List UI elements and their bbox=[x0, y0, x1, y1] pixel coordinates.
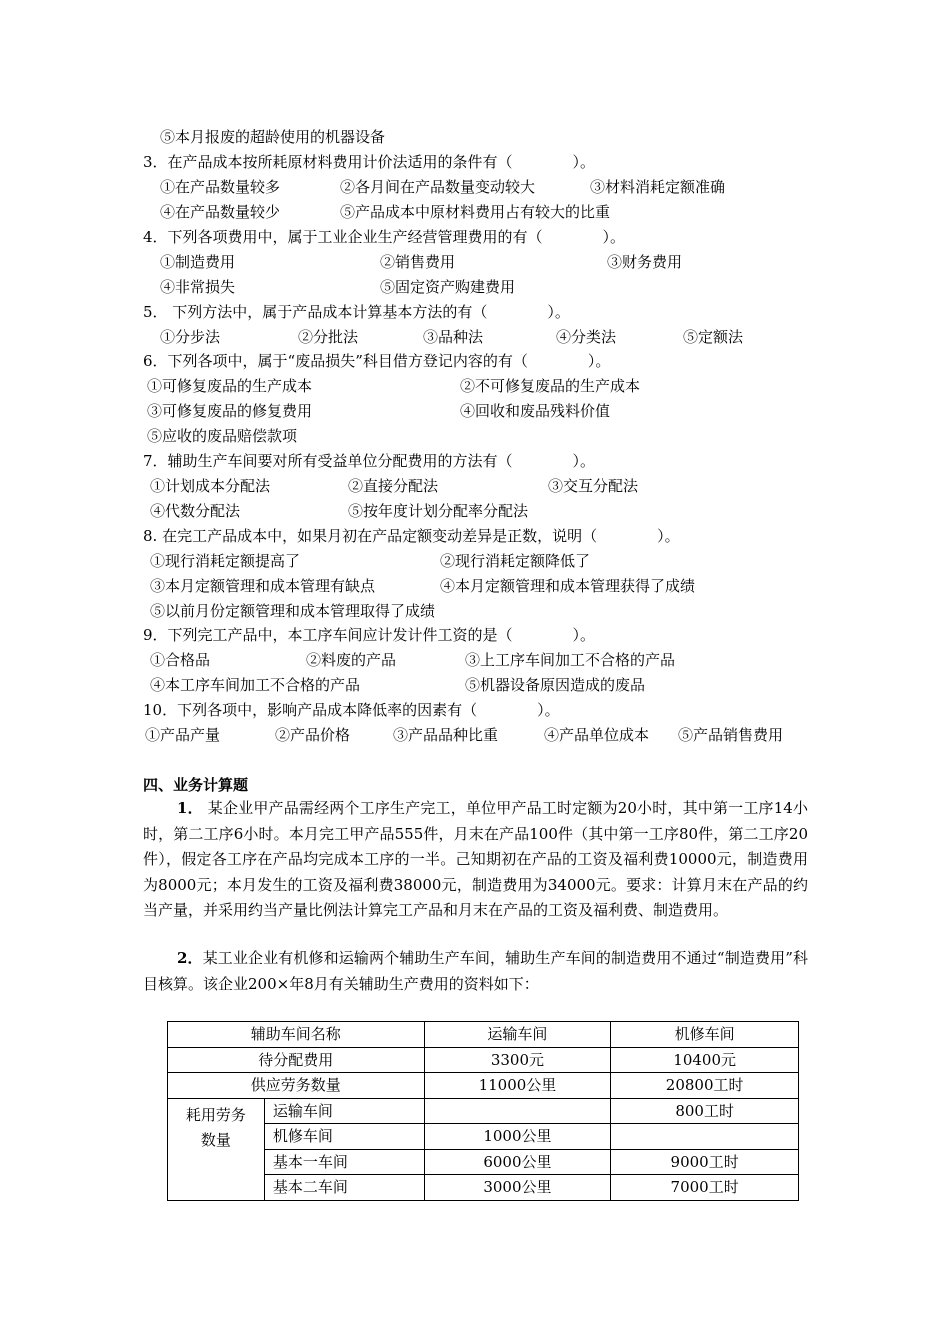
table-cell: 待分配费用 bbox=[168, 1047, 425, 1073]
table-header-cell: 运输车间 bbox=[424, 1022, 611, 1048]
table-cell: 机修车间 bbox=[264, 1124, 424, 1150]
table-cell: 7000工时 bbox=[611, 1175, 799, 1201]
problem-1-number: 1． bbox=[177, 799, 203, 817]
table-cell: 基本二车间 bbox=[264, 1175, 424, 1201]
question-3-option-3: ③材料消耗定额准确 bbox=[590, 178, 726, 196]
question-8-option-3: ③本月定额管理和成本管理有缺点 bbox=[150, 577, 376, 595]
question-4-option-5: ⑤固定资产购建费用 bbox=[380, 278, 516, 296]
table-header-row bbox=[168, 1022, 799, 1048]
table-cell: 800工时 bbox=[611, 1098, 799, 1124]
question-6-option-3: ③可修复废品的修复费用 bbox=[147, 402, 313, 420]
question-5-option-2: ②分批法 bbox=[298, 328, 359, 346]
question-4-stem: 4．下列各项费用中，属于工业企业生产经营管理费用的有（ ）。 bbox=[143, 228, 626, 246]
table-row bbox=[168, 1073, 799, 1099]
question-4-option-2: ②销售费用 bbox=[380, 253, 456, 271]
question-3-option-2: ②各月间在产品数量变动较大 bbox=[340, 178, 536, 196]
table-cell: 9000工时 bbox=[611, 1149, 799, 1175]
table-row bbox=[168, 1047, 799, 1073]
question-6-option-5: ⑤应收的废品赔偿款项 bbox=[147, 427, 298, 445]
question-3-option-1: ①在产品数量较多 bbox=[160, 178, 281, 196]
question-8-option-1: ①现行消耗定额提高了 bbox=[150, 552, 301, 570]
table-cell: 6000公里 bbox=[424, 1149, 611, 1175]
question-9-option-2: ②料废的产品 bbox=[306, 651, 397, 669]
question-10-option-1: ①产品产量 bbox=[145, 726, 221, 744]
question-5-option-5: ⑤定额法 bbox=[683, 328, 744, 346]
question-7-option-3: ③交互分配法 bbox=[548, 477, 639, 495]
table-row bbox=[168, 1098, 799, 1124]
problem-1-text: 某企业甲产品需经两个工序生产完工，单位甲产品工时定额为20小时，其中第一工序14小时，第二工序6小时。本月完工甲产品555件，月末在产品100件（其中第一工序80件，第二工序20件），假定各工序在产品均完成本工序的一半。己知期初在产品的工资及福利费10000元，制造费用为8000元；本月发生的工资及福利费38000元，制造费用为34000元。要求：计算月末在产品的约当产量，并采用约当产量比例法计算完工产品和月末在产品的工资及福利费、制造费用。 bbox=[143, 799, 808, 919]
question-5-stem: 5． 下列方法中，属于产品成本计算基本方法的有（ ）。 bbox=[143, 303, 570, 321]
auxiliary-cost-table bbox=[167, 1021, 799, 1201]
question-3-stem: 3．在产品成本按所耗原材料费用计价法适用的条件有（ ）。 bbox=[143, 153, 596, 171]
question-8-stem: 8. 在完工产品成本中，如果月初在产品定额变动差异是正数，说明（ ）。 bbox=[143, 527, 680, 545]
question-3-option-5: ⑤产品成本中原材料费用占有较大的比重 bbox=[340, 203, 611, 221]
question-10-option-4: ④产品单位成本 bbox=[544, 726, 650, 744]
group-label-cell: 耗用劳务数量 bbox=[168, 1098, 265, 1200]
question-8-option-2: ②现行消耗定额降低了 bbox=[440, 552, 591, 570]
question-10-stem: 10．下列各项中，影响产品成本降低率的因素有（ ）。 bbox=[143, 701, 560, 719]
question-5-option-3: ③品种法 bbox=[423, 328, 484, 346]
question-7-stem: 7．辅助生产车间要对所有受益单位分配费用的方法有（ ）。 bbox=[143, 452, 596, 470]
question-10-option-2: ②产品价格 bbox=[275, 726, 351, 744]
section-heading: 四、业务计算题 bbox=[143, 776, 249, 794]
table-cell bbox=[424, 1098, 611, 1124]
table-cell: 1000公里 bbox=[424, 1124, 611, 1150]
problem-1-paragraph bbox=[143, 796, 808, 924]
question-9-option-1: ①合格品 bbox=[150, 651, 211, 669]
table-cell: 供应劳务数量 bbox=[168, 1073, 425, 1099]
question-4-option-1: ①制造费用 bbox=[160, 253, 236, 271]
problem-2-text: 某工业企业有机修和运输两个辅助生产车间，辅助生产车间的制造费用不通过“制造费用”科目核算。该企业200×年8月有关辅助生产费用的资料如下： bbox=[143, 949, 808, 993]
question-5-option-4: ④分类法 bbox=[556, 328, 617, 346]
q2-option-5: ⑤本月报废的超龄使用的机器设备 bbox=[160, 128, 386, 146]
question-9-option-3: ③上工序车间加工不合格的产品 bbox=[465, 651, 676, 669]
table-cell: 运输车间 bbox=[264, 1098, 424, 1124]
question-8-option-5: ⑤以前月份定额管理和成本管理取得了成绩 bbox=[150, 602, 436, 620]
question-7-option-5: ⑤按年度计划分配率分配法 bbox=[348, 502, 529, 520]
question-9-option-4: ④本工序车间加工不合格的产品 bbox=[150, 676, 361, 694]
question-7-option-1: ①计划成本分配法 bbox=[150, 477, 271, 495]
table-header-cell: 机修车间 bbox=[611, 1022, 799, 1048]
question-6-option-2: ②不可修复废品的生产成本 bbox=[460, 377, 641, 395]
question-4-option-3: ③财务费用 bbox=[607, 253, 683, 271]
question-6-option-1: ①可修复废品的生产成本 bbox=[147, 377, 313, 395]
table-cell: 11000公里 bbox=[424, 1073, 611, 1099]
question-8-option-4: ④本月定额管理和成本管理获得了成绩 bbox=[440, 577, 696, 595]
table-cell: 3000公里 bbox=[424, 1175, 611, 1201]
question-6-stem: 6．下列各项中，属于“废品损失”科目借方登记内容的有（ ）。 bbox=[143, 352, 611, 370]
problem-2-number: 2． bbox=[177, 949, 203, 967]
question-3-option-4: ④在产品数量较少 bbox=[160, 203, 281, 221]
table-cell bbox=[611, 1124, 799, 1150]
question-10-option-3: ③产品品种比重 bbox=[393, 726, 499, 744]
table-cell: 3300元 bbox=[424, 1047, 611, 1073]
table-cell: 10400元 bbox=[611, 1047, 799, 1073]
question-9-stem: 9．下列完工产品中，本工序车间应计发计件工资的是（ ）。 bbox=[143, 626, 596, 644]
question-9-option-5: ⑤机器设备原因造成的废品 bbox=[465, 676, 646, 694]
question-5-option-1: ①分步法 bbox=[160, 328, 221, 346]
table-header-cell: 辅助车间名称 bbox=[168, 1022, 425, 1048]
table-cell: 20800工时 bbox=[611, 1073, 799, 1099]
question-7-option-4: ④代数分配法 bbox=[150, 502, 241, 520]
question-7-option-2: ②直接分配法 bbox=[348, 477, 439, 495]
question-4-option-4: ④非常损失 bbox=[160, 278, 236, 296]
problem-2-paragraph bbox=[143, 946, 808, 997]
question-6-option-4: ④回收和废品残料价值 bbox=[460, 402, 611, 420]
question-10-option-5: ⑤产品销售费用 bbox=[678, 726, 784, 744]
table-cell: 基本一车间 bbox=[264, 1149, 424, 1175]
